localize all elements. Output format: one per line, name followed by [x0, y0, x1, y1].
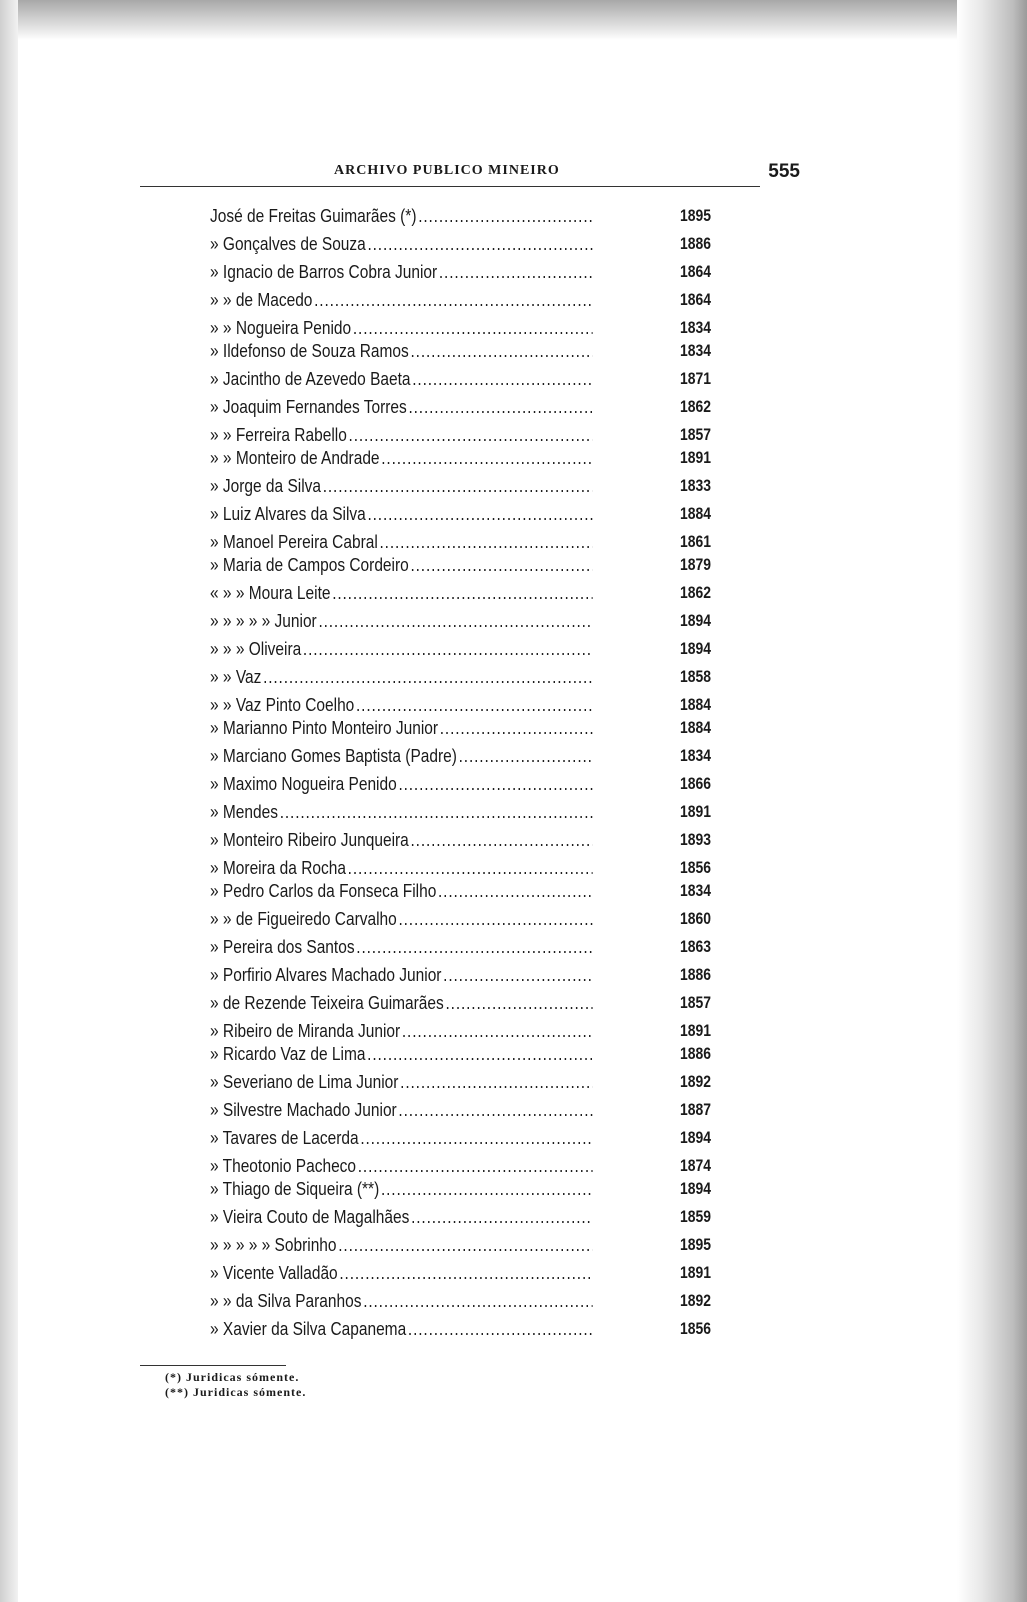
list-item: [210, 1207, 730, 1231]
dot-leader: [355, 937, 593, 958]
entry-year: 1833: [680, 476, 712, 495]
entry-name: » Mendes: [210, 802, 278, 822]
page-number: 555: [768, 161, 800, 182]
entry-year: 1834: [680, 318, 712, 337]
entry-name: José de Freitas Guimarães (*): [210, 206, 417, 226]
entry-year: 1884: [680, 695, 712, 714]
list-item: [210, 262, 730, 286]
entry-year: 1894: [680, 611, 712, 630]
entry-name: » Maximo Nogueira Penido: [210, 774, 397, 794]
entry-year: 1857: [680, 993, 712, 1012]
dot-leader: [441, 965, 592, 986]
list-item: [210, 397, 730, 421]
list-item: [210, 555, 730, 579]
entry-year: 1891: [680, 448, 712, 467]
list-item: [210, 611, 730, 635]
entry-name: » » Vaz Pinto Coelho: [210, 695, 355, 715]
entry-year: 1858: [680, 667, 712, 686]
dot-leader: [397, 909, 593, 930]
entry-name: » de Rezende Teixeira Guimarães: [210, 993, 444, 1013]
running-header: [140, 163, 800, 187]
footnote: (*) Juridicas sómente.: [165, 1370, 300, 1384]
entry-year: 1891: [680, 1021, 712, 1040]
entry-name: » Silvestre Machado Junior: [210, 1100, 397, 1120]
entry-name: « » » Moura Leite: [210, 583, 331, 603]
list-item: [210, 695, 730, 719]
entry-year: 1892: [680, 1072, 712, 1091]
list-item: [210, 1128, 730, 1152]
dot-leader: [354, 695, 592, 716]
header-divider: [140, 186, 760, 187]
list-item: [210, 234, 730, 258]
dot-leader: [436, 881, 592, 902]
entry-year: 1859: [680, 1207, 712, 1226]
dot-leader: [261, 667, 592, 688]
entry-year: 1894: [680, 639, 712, 658]
dot-leader: [397, 1100, 593, 1121]
dot-leader: [400, 1021, 593, 1042]
entry-year: 1886: [680, 234, 712, 253]
entry-year: 1894: [680, 1128, 712, 1147]
entry-name: » Manoel Pereira Cabral: [210, 532, 378, 552]
entry-year: 1892: [680, 1291, 712, 1310]
footnote: (**) Juridicas sómente.: [165, 1385, 307, 1399]
dot-leader: [361, 1291, 592, 1312]
entry-year: 1863: [680, 937, 712, 956]
entry-name: » » » Oliveira: [210, 639, 302, 659]
list-item: [210, 802, 730, 826]
list-item: [210, 476, 730, 500]
list-item: [210, 639, 730, 663]
entry-year: 1884: [680, 718, 712, 737]
list-item: [210, 965, 730, 989]
footnotes: [165, 1370, 306, 1400]
entry-name: » Ignacio de Barros Cobra Junior: [210, 262, 438, 282]
list-item: [210, 993, 730, 1017]
list-item: [210, 1072, 730, 1096]
entry-name: » Jacintho de Azevedo Baeta: [210, 369, 411, 389]
entry-name: » Ildefonso de Souza Ramos: [210, 341, 409, 361]
entry-year: 1891: [680, 1263, 712, 1282]
entry-year: 1834: [680, 341, 712, 360]
entry-year: 1884: [680, 504, 712, 523]
list-item: [210, 1263, 730, 1287]
dot-leader: [409, 555, 593, 576]
scan-shadow-top: [0, 0, 1027, 40]
list-item: [210, 1235, 730, 1259]
entry-year: 1860: [680, 909, 712, 928]
list-item: [210, 448, 730, 472]
dot-leader: [278, 802, 593, 823]
dot-leader: [378, 532, 593, 553]
entry-year: 1895: [680, 206, 712, 225]
footnote-divider: [140, 1365, 286, 1366]
list-item: [210, 718, 730, 742]
list-item: [210, 909, 730, 933]
dot-leader: [397, 774, 593, 795]
entry-name: » Pereira dos Santos: [210, 937, 355, 957]
entry-name: » Xavier da Silva Capanema: [210, 1319, 407, 1339]
entry-name: » Ricardo Vaz de Lima: [210, 1044, 366, 1064]
list-item: [210, 830, 730, 854]
list-item: [210, 1179, 730, 1203]
list-item: [210, 1100, 730, 1124]
dot-leader: [356, 1156, 593, 1177]
entry-year: 1886: [680, 1044, 712, 1063]
entry-name: » Thiago de Siqueira (**): [210, 1179, 380, 1199]
entry-name: » Pedro Carlos da Fonseca Filho: [210, 881, 437, 901]
dot-leader: [347, 425, 593, 446]
list-item: [210, 1319, 730, 1343]
dot-leader: [380, 448, 593, 469]
entry-year: 1879: [680, 555, 712, 574]
entry-name: » Joaquim Fernandes Torres: [210, 397, 407, 417]
entry-name: » » Vaz: [210, 667, 262, 687]
dot-leader: [379, 1179, 592, 1200]
entry-year: 1874: [680, 1156, 712, 1175]
dot-leader: [366, 234, 593, 255]
entry-name: » » Ferreira Rabello: [210, 425, 347, 445]
entry-name: » Severiano de Lima Junior: [210, 1072, 399, 1092]
entry-name: » Tavares de Lacerda: [210, 1128, 359, 1148]
entry-name: » » » » » Sobrinho: [210, 1235, 337, 1255]
entry-name: » Maria de Campos Cordeiro: [210, 555, 409, 575]
dot-leader: [444, 993, 593, 1014]
dot-leader: [317, 611, 593, 632]
list-item: [210, 937, 730, 961]
list-item: [210, 206, 730, 230]
entry-year: 1864: [680, 262, 712, 281]
entry-year: 1834: [680, 746, 712, 765]
dot-leader: [365, 1044, 592, 1065]
dot-leader: [398, 1072, 592, 1093]
entry-name: » Luiz Alvares da Silva: [210, 504, 366, 524]
scan-shadow-left: [0, 0, 18, 1602]
entry-year: 1856: [680, 1319, 712, 1338]
list-item: [210, 1021, 730, 1045]
entry-name: » » Nogueira Penido: [210, 318, 352, 338]
entry-year: 1861: [680, 532, 712, 551]
list-item: [210, 774, 730, 798]
entry-year: 1886: [680, 965, 712, 984]
entry-name: » Theotonio Pacheco: [210, 1156, 357, 1176]
list-item: [210, 290, 730, 314]
entry-name: » Marianno Pinto Monteiro Junior: [210, 718, 439, 738]
dot-leader: [409, 1207, 592, 1228]
dot-leader: [351, 318, 593, 339]
dot-leader: [437, 262, 593, 283]
dot-leader: [409, 341, 593, 362]
entry-year: 1893: [680, 830, 712, 849]
entry-name: » Vieira Couto de Magalhães: [210, 1207, 410, 1227]
dot-leader: [346, 858, 593, 879]
entry-name: » Vicente Valladão: [210, 1263, 338, 1283]
entry-name: » » Monteiro de Andrade: [210, 448, 380, 468]
entry-year: 1857: [680, 425, 712, 444]
entry-name: » » » » » Junior: [210, 611, 317, 631]
entry-name: » Moreira da Rocha: [210, 858, 346, 878]
entry-name: » Gonçalves de Souza: [210, 234, 366, 254]
entry-year: 1894: [680, 1179, 712, 1198]
entry-name: » Marciano Gomes Baptista (Padre): [210, 746, 457, 766]
list-item: [210, 583, 730, 607]
dot-leader: [330, 583, 592, 604]
page-title: ARCHIVO PUBLICO MINEIRO: [334, 163, 560, 178]
dot-leader: [457, 746, 593, 767]
entry-year: 1864: [680, 290, 712, 309]
list-item: [210, 746, 730, 770]
dot-leader: [312, 290, 592, 311]
dot-leader: [321, 476, 593, 497]
dot-leader: [406, 1319, 592, 1340]
dot-leader: [301, 639, 592, 660]
list-item: [210, 1156, 730, 1180]
entry-name: » Ribeiro de Miranda Junior: [210, 1021, 401, 1041]
entry-name: » Monteiro Ribeiro Junqueira: [210, 830, 409, 850]
entry-year: 1895: [680, 1235, 712, 1254]
entry-year: 1856: [680, 858, 712, 877]
entry-year: 1834: [680, 881, 712, 900]
list-item: [210, 1291, 730, 1315]
dot-leader: [338, 1263, 593, 1284]
list-item: [210, 532, 730, 556]
dot-leader: [416, 206, 592, 227]
list-item: [210, 425, 730, 449]
entry-year: 1871: [680, 369, 712, 388]
dot-leader: [366, 504, 593, 525]
entry-name: » Porfirio Alvares Machado Junior: [210, 965, 442, 985]
dot-leader: [407, 397, 593, 418]
list-item: [210, 858, 730, 882]
dot-leader: [359, 1128, 593, 1149]
entry-name: » » de Figueiredo Carvalho: [210, 909, 397, 929]
entry-name: » » da Silva Paranhos: [210, 1291, 362, 1311]
dot-leader: [337, 1235, 593, 1256]
list-item: [210, 341, 730, 365]
entry-name: » Jorge da Silva: [210, 476, 322, 496]
entry-year: 1862: [680, 397, 712, 416]
entry-name: » » de Macedo: [210, 290, 313, 310]
entry-year: 1866: [680, 774, 712, 793]
scan-shadow-right: [957, 0, 1027, 1602]
list-item: [210, 318, 730, 342]
list-item: [210, 369, 730, 393]
entry-year: 1862: [680, 583, 712, 602]
dot-leader: [409, 830, 593, 851]
list-item: [210, 504, 730, 528]
list-item: [210, 667, 730, 691]
dot-leader: [411, 369, 593, 390]
entry-year: 1887: [680, 1100, 712, 1119]
entry-year: 1891: [680, 802, 712, 821]
dot-leader: [438, 718, 593, 739]
list-item: [210, 881, 730, 905]
list-item: [210, 1044, 730, 1068]
